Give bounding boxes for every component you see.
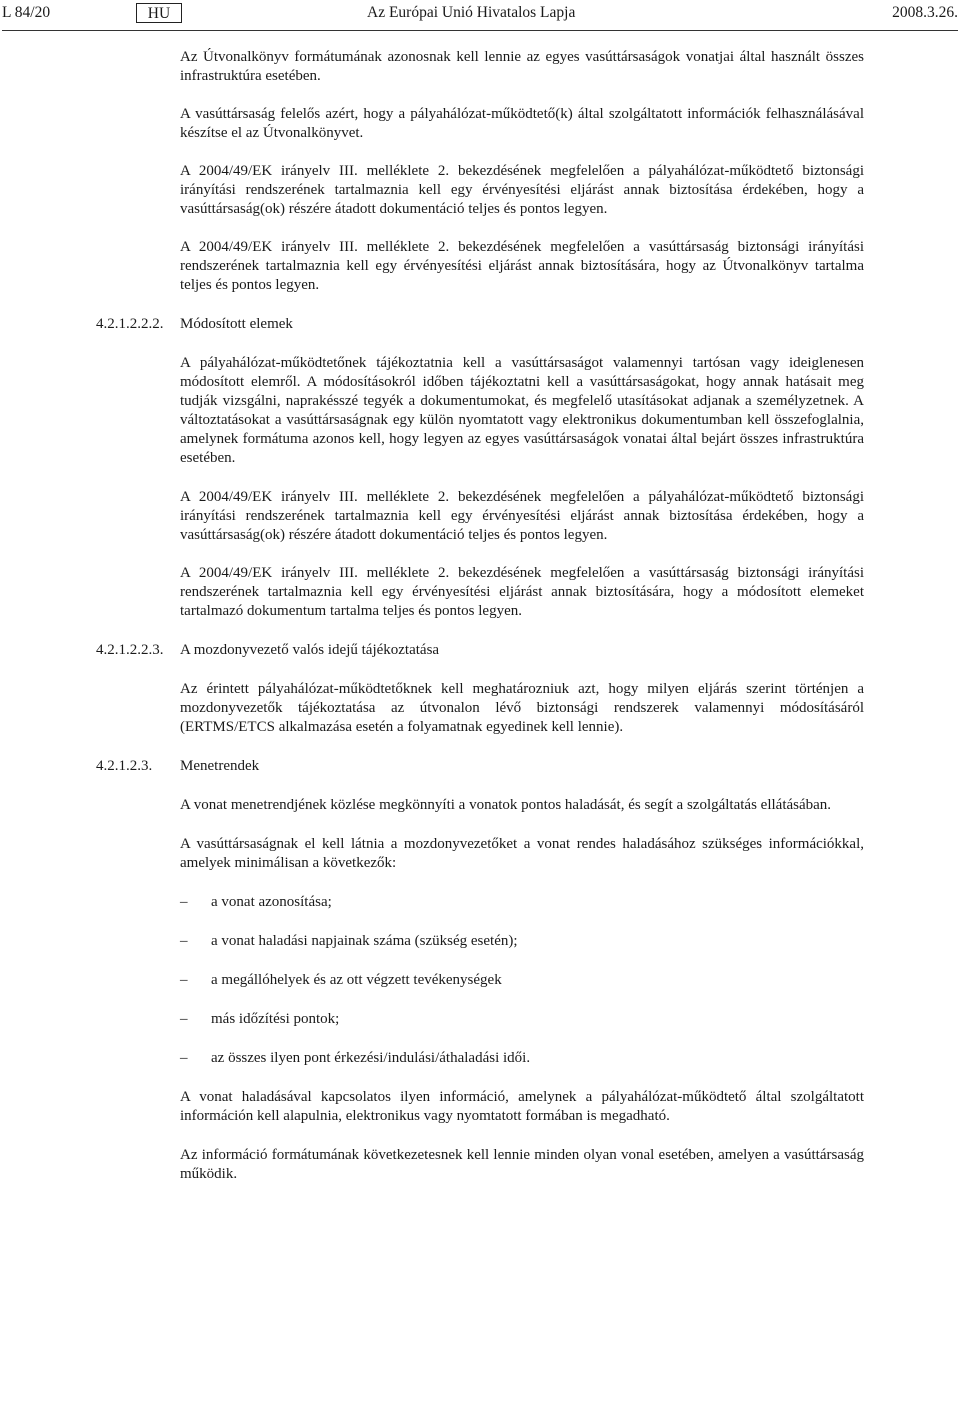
- section-title: A mozdonyvezető valós idejű tájékoztatása: [180, 642, 440, 658]
- section-number: 4.2.1.2.3.: [96, 758, 153, 774]
- dash-marker: –: [180, 1011, 188, 1027]
- dash-marker: –: [180, 972, 188, 988]
- paragraph: A 2004/49/EK irányelv III. melléklete 2. bekezdésének megfelelően a vasúttársaság biztonsági irányítási rendszerének tartalmaznia kell egy érvényesítési eljárást annak biztosítására, hogy a módosított elemeket tartalmazó dokumentum tartalma teljes és pontos legyen.: [180, 565, 864, 619]
- paragraph: A pályahálózat-működtetőnek tájékoztatnia kell a vasúttársaságot valamennyi tartósan vagy ideiglenesen módosított elemről. A módosításokról időben tájékoztatni kell a vasúttársaságokat, hogy annak hatásait meg tudják vizsgálni, naprakésszé tegyék a dokumentumokat, és megfelelő utasításokat adjanak a személyzetnek. A változtatásokat a vasúttársaságnak egy külön nyomtatott vagy elektronikus dokumentumban kell összefoglalnia, amelynek formátuma azonos kell, hogy legyen az egyes vasúttársaságok vonatai által bejárt összes infrastruktúra esetében.: [180, 355, 864, 466]
- section-number: 4.2.1.2.2.2.: [96, 316, 164, 332]
- paragraph: A 2004/49/EK irányelv III. melléklete 2. bekezdésének megfelelően a pályahálózat-működtető biztonsági irányítási rendszerének tartalmaznia kell egy érvényesítési eljárást annak biztosítása érdekében, hogy a vasúttársaság(ok) részére átadott dokumentáció teljes és pontos legyen.: [180, 163, 864, 217]
- document-body: [96, 48, 864, 1184]
- section-title: Módosított elemek: [180, 316, 293, 332]
- paragraph: Az Útvonalkönyv formátumának azonosnak kell lennie az egyes vasúttársaságok vonatjai által használt összes infrastruktúra esetében.: [180, 49, 864, 84]
- list-item-text: a megállóhelyek és az ott végzett tevékenységek: [211, 972, 502, 988]
- list-item: [180, 1010, 864, 1029]
- language-badge: HU: [136, 3, 182, 23]
- journal-title: Az Európai Unió Hivatalos Lapja: [367, 4, 576, 21]
- paragraph: A vonat haladásával kapcsolatos ilyen információ, amelynek a pályahálózat-működtető által szolgáltatott információn kell alapulnia, elektronikus vagy nyomtatott formában is megadható.: [180, 1089, 864, 1124]
- list-item: [180, 1049, 864, 1068]
- paragraph: Az információ formátumának következetesnek kell lennie minden olyan vonal esetében, amelyen a vasúttársaság működik.: [180, 1147, 864, 1182]
- dash-marker: –: [180, 1050, 188, 1066]
- list-item-text: az összes ilyen pont érkezési/indulási/áthaladási idői.: [211, 1050, 531, 1066]
- paragraph: A vasúttársaság felelős azért, hogy a pályahálózat-működtető(k) által szolgáltatott információk felhasználásával készítse el az Útvonalkönyvet.: [180, 106, 864, 141]
- page-reference: L 84/20: [2, 4, 51, 21]
- paragraph: A vasúttársaságnak el kell látnia a mozdonyvezetőket a vonat rendes haladásához szükséges információkkal, amelyek minimálisan a következők:: [180, 836, 864, 871]
- list-item: [180, 893, 864, 912]
- publication-date: 2008.3.26.: [892, 4, 958, 21]
- list-item-text: a vonat haladási napjainak száma (szükség esetén);: [211, 933, 518, 949]
- header-divider: [2, 30, 958, 31]
- paragraph: Az érintett pályahálózat-működtetőknek kell meghatározniuk azt, hogy milyen eljárás szerint történjen a mozdonyvezetők tájékoztatása az útvonalon lévő biztonsági rendszerek valamennyi módosításáról (ERTMS/ETCS alkalmazása esetén a folyamatnak egyedinek kell lennie).: [180, 681, 864, 735]
- section-heading-realtime-info: [96, 641, 864, 660]
- dash-marker: –: [180, 933, 188, 949]
- list-item-text: a vonat azonosítása;: [211, 894, 332, 910]
- section-number: 4.2.1.2.2.3.: [96, 642, 164, 658]
- section-title: Menetrendek: [180, 758, 260, 774]
- paragraph: A 2004/49/EK irányelv III. melléklete 2. bekezdésének megfelelően a pályahálózat-működtető biztonsági irányítási rendszerének tartalmaznia kell egy érvényesítési eljárást annak biztosítása érdekében, hogy a vasúttársaság(ok) részére átadott dokumentáció teljes és pontos legyen.: [180, 489, 864, 543]
- list-item: [180, 932, 864, 951]
- dash-marker: –: [180, 894, 188, 910]
- section-heading-modified-elements: [96, 315, 864, 334]
- paragraph: A vonat menetrendjének közlése megkönnyíti a vonatok pontos haladását, és segít a szolgáltatás ellátásában.: [180, 797, 832, 813]
- section-heading-timetables: [96, 757, 864, 776]
- paragraph: A 2004/49/EK irányelv III. melléklete 2. bekezdésének megfelelően a vasúttársaság biztonsági irányítási rendszerének tartalmaznia kell egy érvényesítési eljárást annak biztosítására, hogy az Útvonalkönyv tartalma teljes és pontos legyen.: [180, 239, 864, 293]
- list-item: [180, 971, 864, 990]
- list-item-text: más időzítési pontok;: [211, 1011, 340, 1027]
- page-header: [2, 3, 958, 25]
